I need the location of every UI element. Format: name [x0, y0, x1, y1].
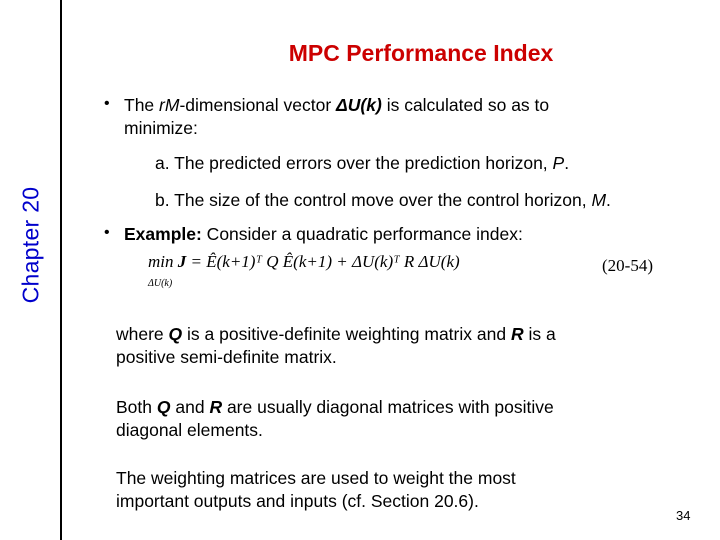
- item-a: a. The predicted errors over the prediction horizon, P.: [155, 153, 570, 173]
- equation-subscript: ΔU(k): [148, 278, 173, 289]
- para1-line2: positive semi-definite matrix.: [116, 347, 337, 367]
- para2-line2: diagonal elements.: [116, 420, 263, 440]
- para1-line1: where Q is a positive-definite weighting matrix and R is a: [116, 324, 556, 344]
- equation-number: (20-54): [602, 256, 653, 275]
- rm-var: rM: [159, 95, 180, 115]
- para2-line1: Both Q and R are usually diagonal matrices with positive: [116, 397, 554, 417]
- para3-line1: The weighting matrices are used to weight the most: [116, 468, 516, 488]
- para3-line2: important outputs and inputs (cf. Section 20.6).: [116, 491, 479, 511]
- bullet2: Example: Consider a quadratic performance index:: [124, 224, 523, 244]
- bullet1-line1: The rM-dimensional vector ΔU(k) is calculated so as to: [124, 95, 550, 115]
- performance-index-equation: min J = Ê(k+1)ᵀ Q Ê(k+1) + ΔU(k)ᵀ R ΔU(k) ΔU(k): [148, 252, 460, 289]
- bullet-dot: •: [104, 224, 110, 241]
- item-b: b. The size of the control move over the control horizon, M.: [155, 190, 611, 210]
- page-number: 34: [676, 508, 691, 523]
- chapter-label: Chapter 20: [17, 186, 44, 304]
- chapter-sidebar: [0, 0, 62, 540]
- slide-title: MPC Performance Index: [288, 40, 554, 66]
- delta-u-var: ΔU(k): [336, 95, 382, 115]
- bullet1-line2: minimize:: [124, 118, 198, 138]
- bullet-dot: •: [104, 95, 110, 112]
